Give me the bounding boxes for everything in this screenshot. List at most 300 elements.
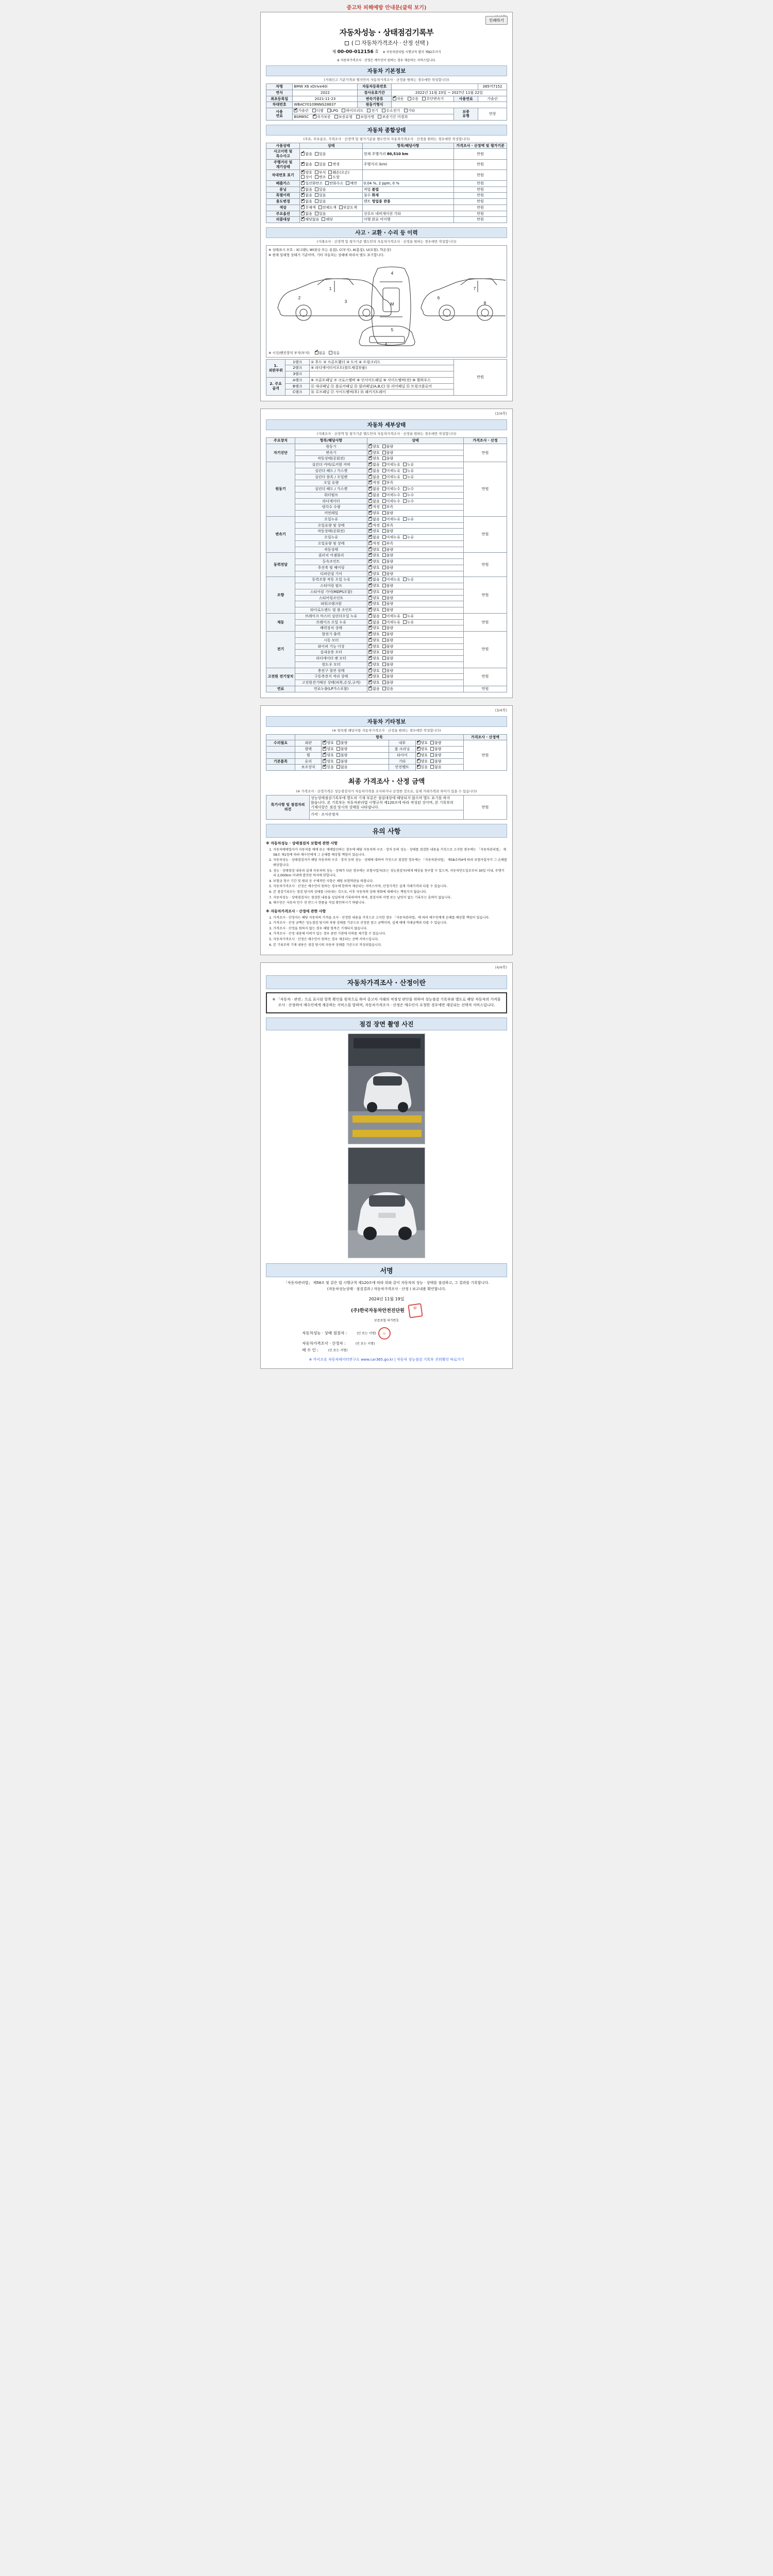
detail-1-0-opt-0: 없음	[373, 463, 380, 467]
checkbox-icon[interactable]	[368, 656, 372, 660]
checkbox-icon[interactable]	[325, 181, 329, 185]
page-mark-2: (2/4쪽)	[495, 412, 507, 416]
checkbox-icon[interactable]	[368, 456, 372, 460]
overall-5-opt-1: 있음	[318, 193, 326, 198]
checkbox-icon[interactable]	[301, 188, 305, 191]
checkbox-icon[interactable]	[382, 560, 386, 563]
checkbox-icon[interactable]	[323, 747, 326, 751]
svg-text:4: 4	[384, 342, 388, 347]
overall-7-opt-1: 전체도색	[322, 205, 337, 210]
detail-group-6: 전기	[266, 632, 295, 668]
checkbox-icon[interactable]	[315, 188, 318, 191]
overall-group-9: 리콜대상	[266, 217, 300, 223]
detail-status-0-1	[367, 450, 464, 456]
checkbox-icon[interactable]	[382, 553, 386, 557]
checkbox-icon[interactable]	[368, 626, 372, 630]
detail-4-0-opt-1: 미세누유	[386, 578, 400, 582]
checkbox-icon[interactable]	[337, 759, 340, 763]
etc-2-1-opt-0: 양호	[421, 753, 428, 757]
checkbox-icon[interactable]	[393, 97, 396, 100]
value-transmission	[391, 96, 453, 102]
checkbox-icon[interactable]	[323, 753, 326, 757]
detail-status-8-0	[367, 686, 464, 692]
overall-3-opt-1: 탄화수소	[329, 181, 344, 185]
checkbox-icon[interactable]	[315, 175, 318, 179]
checkbox-icon[interactable]	[378, 115, 381, 118]
overall-detail-9: 이행 완료 미이행	[362, 217, 453, 223]
col-price: 가격조사 · 산정액 및 평가기준	[454, 143, 507, 149]
checkbox-icon[interactable]	[382, 663, 386, 666]
stamp-icon: 印	[408, 1303, 423, 1318]
etc-label-2-1: 타이어	[389, 752, 415, 758]
overall-2-opt-2: 훼손(오손)	[332, 171, 349, 175]
checkbox-icon[interactable]	[301, 162, 305, 166]
checkbox-icon[interactable]	[368, 445, 372, 448]
detail-item-0-1: 변속기	[295, 450, 367, 456]
col-price2: 가격조사 · 산정	[463, 438, 507, 444]
section-overall-note: (주요, 주요골조, 가격조사 · 산정액 및 평가기준을 별도안의 자동차가격조사 · 산정을 원하는 경우에만 작성합니다)	[303, 137, 470, 141]
etc-label-1-0: 광택	[295, 747, 322, 753]
checkbox-icon[interactable]	[368, 541, 372, 545]
etc-info-table	[266, 734, 507, 771]
overall-price-1: 만원	[454, 159, 507, 170]
checkbox-icon[interactable]	[382, 456, 386, 460]
diagram-bottom-question	[268, 350, 505, 355]
overall-state-3	[300, 180, 362, 187]
checkbox-icon[interactable]	[368, 469, 372, 472]
checkbox-icon[interactable]	[313, 115, 316, 118]
checkbox-icon[interactable]	[368, 584, 372, 587]
checkbox-icon[interactable]	[382, 608, 386, 612]
checkbox-icon[interactable]	[382, 493, 386, 497]
checkbox-icon[interactable]	[382, 669, 386, 672]
detail-1-1-opt-0: 없음	[373, 468, 380, 473]
etc-4-1-opt-1: 없음	[434, 765, 442, 770]
checkbox-icon[interactable]	[368, 523, 372, 527]
checkbox-icon[interactable]	[382, 645, 386, 648]
detail-status-4-1	[367, 583, 464, 589]
checkbox-icon[interactable]	[382, 602, 386, 605]
overall-detail-6: 렌트 영업용 관용	[362, 199, 453, 205]
overall-detail-5: 침수 화재	[362, 193, 453, 199]
detail-1-3-opt-0: 적정	[373, 481, 380, 485]
checkbox-icon[interactable]	[382, 578, 386, 581]
checkbox-icon[interactable]	[382, 451, 386, 454]
checkbox-icon[interactable]	[403, 535, 407, 539]
checkbox-icon[interactable]	[368, 674, 372, 678]
checkbox-icon[interactable]	[382, 638, 386, 642]
checkbox-icon[interactable]	[337, 741, 340, 744]
checkbox-icon[interactable]	[382, 523, 386, 527]
detail-8-0-opt-1: 있음	[386, 686, 394, 691]
detail-4-3-opt-0: 양호	[373, 596, 380, 600]
checkbox-icon[interactable]	[403, 493, 407, 497]
overall-detail-0: 현재 주행거리 80,510 km	[362, 149, 453, 160]
signature-org-name: (주)한국자동차안전진단원	[350, 1308, 405, 1314]
checkbox-icon[interactable]	[382, 590, 386, 594]
notice-list-1	[273, 916, 507, 948]
checkbox-icon[interactable]	[382, 445, 386, 448]
checkbox-icon[interactable]	[337, 753, 340, 757]
checkbox-icon[interactable]	[315, 351, 318, 354]
checkbox-icon[interactable]	[323, 765, 326, 769]
checkbox-icon[interactable]	[382, 548, 386, 551]
checkbox-icon[interactable]	[368, 463, 372, 466]
checkbox-icon[interactable]	[382, 572, 386, 575]
etc-1-1-opt-0: 양호	[421, 747, 428, 751]
detail-1-2-opt-2: 누유	[407, 474, 414, 479]
checkbox-icon[interactable]	[315, 162, 318, 166]
overall-group-1: 주행거리 및 계기상태	[266, 159, 300, 170]
label-carname: 차명	[266, 84, 293, 90]
checkbox-icon[interactable]	[382, 681, 386, 684]
detail-item-6-1: 시동 모터	[295, 637, 367, 643]
detail-item-0-2: 작동상태(공회전)	[295, 456, 367, 462]
detail-status-4-0	[367, 577, 464, 583]
checkbox-icon[interactable]	[403, 463, 407, 466]
checkbox-icon[interactable]	[368, 687, 372, 690]
checkbox-icon[interactable]	[315, 199, 318, 203]
overall-detail-1: 주행거리 (km)	[362, 159, 453, 170]
checkbox-icon[interactable]	[382, 596, 386, 600]
checkbox-icon[interactable]	[342, 109, 345, 112]
checkbox-icon[interactable]	[315, 193, 318, 197]
checkbox-icon[interactable]	[315, 171, 318, 174]
checkbox-icon[interactable]	[367, 109, 371, 112]
checkbox-icon[interactable]	[368, 663, 372, 666]
checkbox-icon[interactable]	[382, 499, 386, 503]
checkbox-icon[interactable]	[430, 765, 434, 769]
checkbox-icon[interactable]	[404, 109, 408, 112]
detail-group-5: 제동	[266, 613, 295, 631]
etc-col-0	[266, 734, 295, 740]
checkbox-icon[interactable]	[301, 152, 305, 156]
col-usage: 사용상태	[266, 143, 300, 149]
overall-state-8	[300, 211, 362, 217]
detail-5-1-opt-2: 누유	[407, 620, 414, 624]
checkbox-icon[interactable]	[382, 614, 386, 618]
checkbox-icon[interactable]	[368, 499, 372, 503]
checkbox-icon[interactable]	[301, 206, 305, 209]
etc-1-1-opt-1: 불량	[434, 747, 442, 751]
checkbox-icon[interactable]	[368, 566, 372, 569]
checkbox-icon[interactable]	[422, 97, 426, 100]
checkbox-icon[interactable]	[345, 41, 349, 45]
overall-1-opt-1: 있음	[318, 162, 326, 167]
checkbox-icon[interactable]	[301, 181, 305, 185]
warranty-opt-3: 보증기간 미경과	[382, 114, 408, 119]
checkbox-icon[interactable]	[368, 602, 372, 605]
notice-heading-1: ※ 자동차가격조사 · 산정에 관한 사항	[266, 909, 326, 913]
checkbox-icon[interactable]	[430, 759, 434, 763]
checkbox-icon[interactable]	[368, 669, 372, 672]
table-row	[266, 444, 507, 450]
checkbox-icon[interactable]	[368, 608, 372, 612]
checkbox-icon[interactable]	[382, 566, 386, 569]
checkbox-icon[interactable]	[382, 529, 386, 533]
detail-status-6-2	[367, 643, 464, 650]
checkbox-icon[interactable]	[382, 674, 386, 678]
svg-text:M: M	[390, 301, 394, 307]
checkbox-icon[interactable]	[382, 535, 386, 539]
detail-5-1-opt-1: 미세누유	[386, 620, 400, 624]
checkbox-icon[interactable]	[315, 212, 318, 215]
signature-rows	[302, 1327, 471, 1353]
checkbox-icon[interactable]	[430, 747, 434, 751]
detail-item-2-4: 오일유량 및 상태	[295, 540, 367, 547]
signature-row: 자동차가격조사 · 산정자 : (인 또는 서명)	[302, 1341, 375, 1346]
etc-group-3: 기본품목	[266, 758, 295, 765]
detail-price-7: 만원	[463, 668, 507, 686]
overall-9-opt-0: 해당없음	[305, 217, 320, 222]
checkbox-icon[interactable]	[368, 487, 372, 490]
checkbox-icon[interactable]	[382, 505, 386, 509]
checkbox-icon[interactable]	[368, 505, 372, 509]
checkbox-icon[interactable]	[346, 181, 349, 185]
checkbox-icon[interactable]	[337, 765, 340, 769]
svg-text:7: 7	[473, 286, 476, 291]
checkbox-icon[interactable]	[368, 535, 372, 539]
overall-6-opt-1: 있음	[318, 199, 326, 204]
checkbox-icon[interactable]	[329, 351, 332, 354]
checkbox-icon[interactable]	[382, 541, 386, 545]
table-row	[266, 84, 507, 90]
checkbox-icon[interactable]	[368, 596, 372, 600]
checkbox-icon[interactable]	[382, 584, 386, 587]
checkbox-icon[interactable]	[368, 681, 372, 684]
detail-status-2-5	[367, 547, 464, 553]
rank-c-items: ⑯ 루프패널 ⑰ 사이드멤버(후) ⑱ 패키지트레이	[310, 389, 454, 396]
overall-9-opt-1: 해당	[326, 217, 333, 222]
checkbox-icon[interactable]	[430, 753, 434, 757]
checkbox-icon[interactable]	[430, 741, 434, 744]
top-notice-text[interactable]: 중고차 피해예방 안내문(클릭 보기)	[346, 5, 427, 11]
top-notice-bar[interactable]	[0, 0, 773, 12]
detail-2-0-opt-0: 없음	[373, 517, 380, 521]
overall-2-opt-1: 부식	[318, 171, 326, 175]
checkbox-icon[interactable]	[403, 499, 407, 503]
overall-group-4: 튜닝	[266, 187, 300, 193]
overall-8-opt-1: 있음	[318, 211, 326, 216]
checkbox-icon[interactable]	[417, 741, 421, 744]
checkbox-icon[interactable]	[356, 115, 360, 118]
detail-1-6-opt-0: 없음	[373, 499, 380, 503]
checkbox-icon[interactable]	[328, 171, 332, 174]
checkbox-icon[interactable]	[368, 590, 372, 594]
overall-detail-7	[362, 205, 453, 211]
detail-1-6-opt-2: 누수	[407, 499, 414, 503]
checkbox-icon[interactable]	[382, 463, 386, 466]
signature-section-title: 서명	[266, 1263, 507, 1277]
signature-value-0[interactable]	[348, 1331, 356, 1335]
label-fuel: 사용연료	[454, 96, 478, 102]
checkbox-icon[interactable]	[301, 175, 305, 179]
checkbox-icon[interactable]	[368, 645, 372, 648]
checkbox-icon[interactable]	[382, 656, 386, 660]
checkbox-icon[interactable]	[417, 753, 421, 757]
section-accident-title: 사고 · 교환 · 수리 등 이력	[266, 227, 507, 238]
checkbox-icon[interactable]	[403, 517, 407, 521]
detail-item-6-3: 실내송풍 모터	[295, 650, 367, 656]
checkbox-icon[interactable]	[368, 529, 372, 533]
detail-5-2-opt-1: 불량	[386, 626, 394, 631]
checkbox-icon[interactable]	[382, 469, 386, 472]
checkbox-icon[interactable]	[382, 620, 386, 624]
detail-status-5-2	[367, 625, 464, 632]
checkbox-icon[interactable]	[368, 632, 372, 636]
checkbox-icon[interactable]	[403, 487, 407, 490]
overall-2-opt-0: 양호	[305, 171, 312, 175]
detail-item-3-3: 디퍼런셜 기어	[295, 571, 367, 577]
etc-1-0-opt-1: 불량	[340, 747, 348, 751]
detail-1-2-opt-0: 없음	[373, 474, 380, 479]
detail-price-8: 만원	[463, 686, 507, 692]
checkbox-icon[interactable]	[368, 548, 372, 551]
value-carname: BMW X6 xDrive40i	[293, 84, 358, 90]
checkbox-icon[interactable]	[328, 175, 332, 179]
detail-group-1: 원동기	[266, 462, 295, 517]
detail-item-0-0: 원동기	[295, 444, 367, 450]
detail-state-table	[266, 437, 507, 692]
checkbox-icon[interactable]	[368, 553, 372, 557]
notice-item: 2. 가격조사 · 산정 금액은 성능점검 당시의 차량 상태를 기준으로 산정된 참고 금액이며, 실제 매매 거래금액과 다를 수 있습니다.	[273, 921, 507, 926]
print-button[interactable]: 인쇄하기	[485, 16, 508, 25]
detail-4-1-opt-1: 불량	[386, 584, 394, 588]
fuel-opt-1: 디젤	[316, 109, 324, 113]
overall-price-3: 만원	[454, 180, 507, 187]
detail-1-8-opt-0: 양호	[373, 511, 380, 515]
checkbox-icon[interactable]	[301, 212, 305, 215]
detail-7-0-opt-0: 양호	[373, 668, 380, 673]
detail-item-1-8: 커먼레일	[295, 511, 367, 517]
svg-text:2: 2	[298, 295, 301, 300]
signature-role-0: 자동차성능 · 상태 점검자	[302, 1330, 345, 1335]
checkbox-icon[interactable]	[334, 115, 338, 118]
checkbox-icon[interactable]	[368, 614, 372, 618]
checkbox-icon[interactable]	[322, 217, 325, 221]
overall-price-7: 만원	[454, 205, 507, 211]
label-outer-panel: 1. 외판부위	[266, 359, 285, 377]
detail-1-3-opt-1: 부족	[386, 481, 394, 485]
checkbox-icon[interactable]	[323, 741, 326, 744]
checkbox-icon[interactable]	[382, 632, 386, 636]
checkbox-icon[interactable]	[368, 560, 372, 563]
checkbox-icon[interactable]	[417, 747, 421, 751]
checkbox-icon[interactable]	[382, 511, 386, 515]
detail-2-0-opt-2: 누유	[407, 517, 414, 521]
overall-state-5	[300, 193, 362, 199]
signature-text-1: 「자동차관리법」 제58조 및 같은 법 시행규칙 제120조에 따라 위와 같이 자동차의 성능 · 상태를 점검하고, 그 결과를 기록합니다.	[283, 1280, 490, 1285]
checkbox-icon[interactable]	[408, 97, 411, 100]
checkbox-icon[interactable]	[294, 109, 297, 112]
checkbox-icon[interactable]	[403, 475, 407, 479]
checkbox-icon[interactable]	[327, 109, 331, 112]
checkbox-icon[interactable]	[368, 493, 372, 497]
checkbox-icon[interactable]	[301, 199, 305, 203]
overall-price-9: 만원	[454, 217, 507, 223]
checkbox-icon[interactable]	[382, 481, 386, 484]
rank-table	[266, 359, 507, 396]
checkbox-icon[interactable]	[382, 626, 386, 630]
checkbox-icon[interactable]	[382, 109, 385, 112]
checkbox-icon[interactable]	[368, 517, 372, 521]
label-fuel-type: 사용 연료	[266, 108, 293, 121]
basic-info-table	[266, 83, 507, 121]
checkbox-icon[interactable]	[382, 517, 386, 521]
checkbox-icon[interactable]	[328, 162, 332, 166]
warranty-opt-2: 보험사명	[360, 114, 375, 119]
table-row	[266, 516, 507, 522]
detail-1-1-opt-1: 미세누유	[386, 468, 400, 473]
checkbox-icon[interactable]	[368, 572, 372, 575]
detail-3-2-opt-0: 양호	[373, 565, 380, 570]
checkbox-icon[interactable]	[301, 217, 305, 221]
overall-7-opt-0: 무채색	[305, 205, 316, 210]
detail-6-5-opt-1: 불량	[386, 662, 394, 667]
checkbox-icon[interactable]	[368, 650, 372, 654]
checkbox-icon[interactable]	[368, 620, 372, 624]
checkbox-icon[interactable]	[312, 109, 316, 112]
detail-item-6-5: 윈도우 모터	[295, 662, 367, 668]
checkbox-icon[interactable]	[382, 475, 386, 479]
detail-item-5-2: 배력장치 상태	[295, 625, 367, 632]
checkbox-icon[interactable]	[368, 511, 372, 515]
detail-1-5-opt-1: 미세누수	[386, 493, 400, 497]
value-vin: WBACY0109NNG28837	[293, 102, 358, 108]
detail-status-6-0	[367, 632, 464, 638]
checkbox-icon[interactable]	[323, 759, 326, 763]
detail-status-2-0	[367, 516, 464, 522]
rank-1-items: ① 후드 ② 프론트휀더 ③ 도어 ④ 트렁크리드	[310, 359, 454, 365]
checkbox-icon[interactable]	[318, 206, 322, 209]
checkbox-icon[interactable]	[368, 578, 372, 581]
overall-3-opt-2: 매연	[350, 181, 357, 185]
checkbox-icon[interactable]	[382, 487, 386, 490]
checkbox-icon[interactable]	[403, 614, 407, 618]
checkbox-icon[interactable]	[301, 193, 305, 197]
etc-label-2-0: 휠	[295, 752, 322, 758]
checkbox-icon[interactable]	[382, 650, 386, 654]
checkbox-icon[interactable]	[339, 206, 343, 209]
checkbox-icon[interactable]	[337, 747, 340, 751]
overall-2-opt-5: 도말	[332, 175, 340, 179]
checkbox-icon[interactable]	[368, 481, 372, 484]
checkbox-icon[interactable]	[403, 578, 407, 581]
footer-link[interactable]: ※ 카이즈유 자동차데이터연구소 www.car365.go.kr | 자동차 성능점검 기록부 진위확인 바로가기	[309, 1357, 464, 1362]
checkbox-icon[interactable]	[417, 759, 421, 763]
checkbox-icon[interactable]	[403, 469, 407, 472]
checkbox-icon[interactable]	[368, 638, 372, 642]
detail-item-1-3: 오일 유량	[295, 480, 367, 486]
table-header-row	[266, 438, 507, 444]
checkbox-icon[interactable]	[301, 171, 305, 174]
checkbox-icon[interactable]	[403, 620, 407, 624]
checkbox-icon[interactable]	[368, 475, 372, 479]
detail-item-2-2: 작동상태(공회전)	[295, 529, 367, 535]
overall-detail-3: 0.04 %, 2 ppm, 0 %	[362, 180, 453, 187]
checkbox-icon[interactable]	[315, 152, 318, 156]
checkbox-icon[interactable]	[382, 687, 386, 690]
rank-2-items: ⑤ 라디에이터서포트(볼트체결부품)	[310, 365, 454, 371]
signature-value-2[interactable]	[320, 1348, 327, 1352]
checkbox-icon[interactable]	[368, 451, 372, 454]
value-engine-type	[391, 102, 507, 108]
detail-1-7-opt-0: 적정	[373, 505, 380, 510]
checkbox-icon[interactable]	[417, 765, 421, 769]
signature-value-1[interactable]	[347, 1341, 354, 1346]
doc-number-line	[266, 49, 507, 55]
value-fuel-opts	[293, 108, 454, 114]
